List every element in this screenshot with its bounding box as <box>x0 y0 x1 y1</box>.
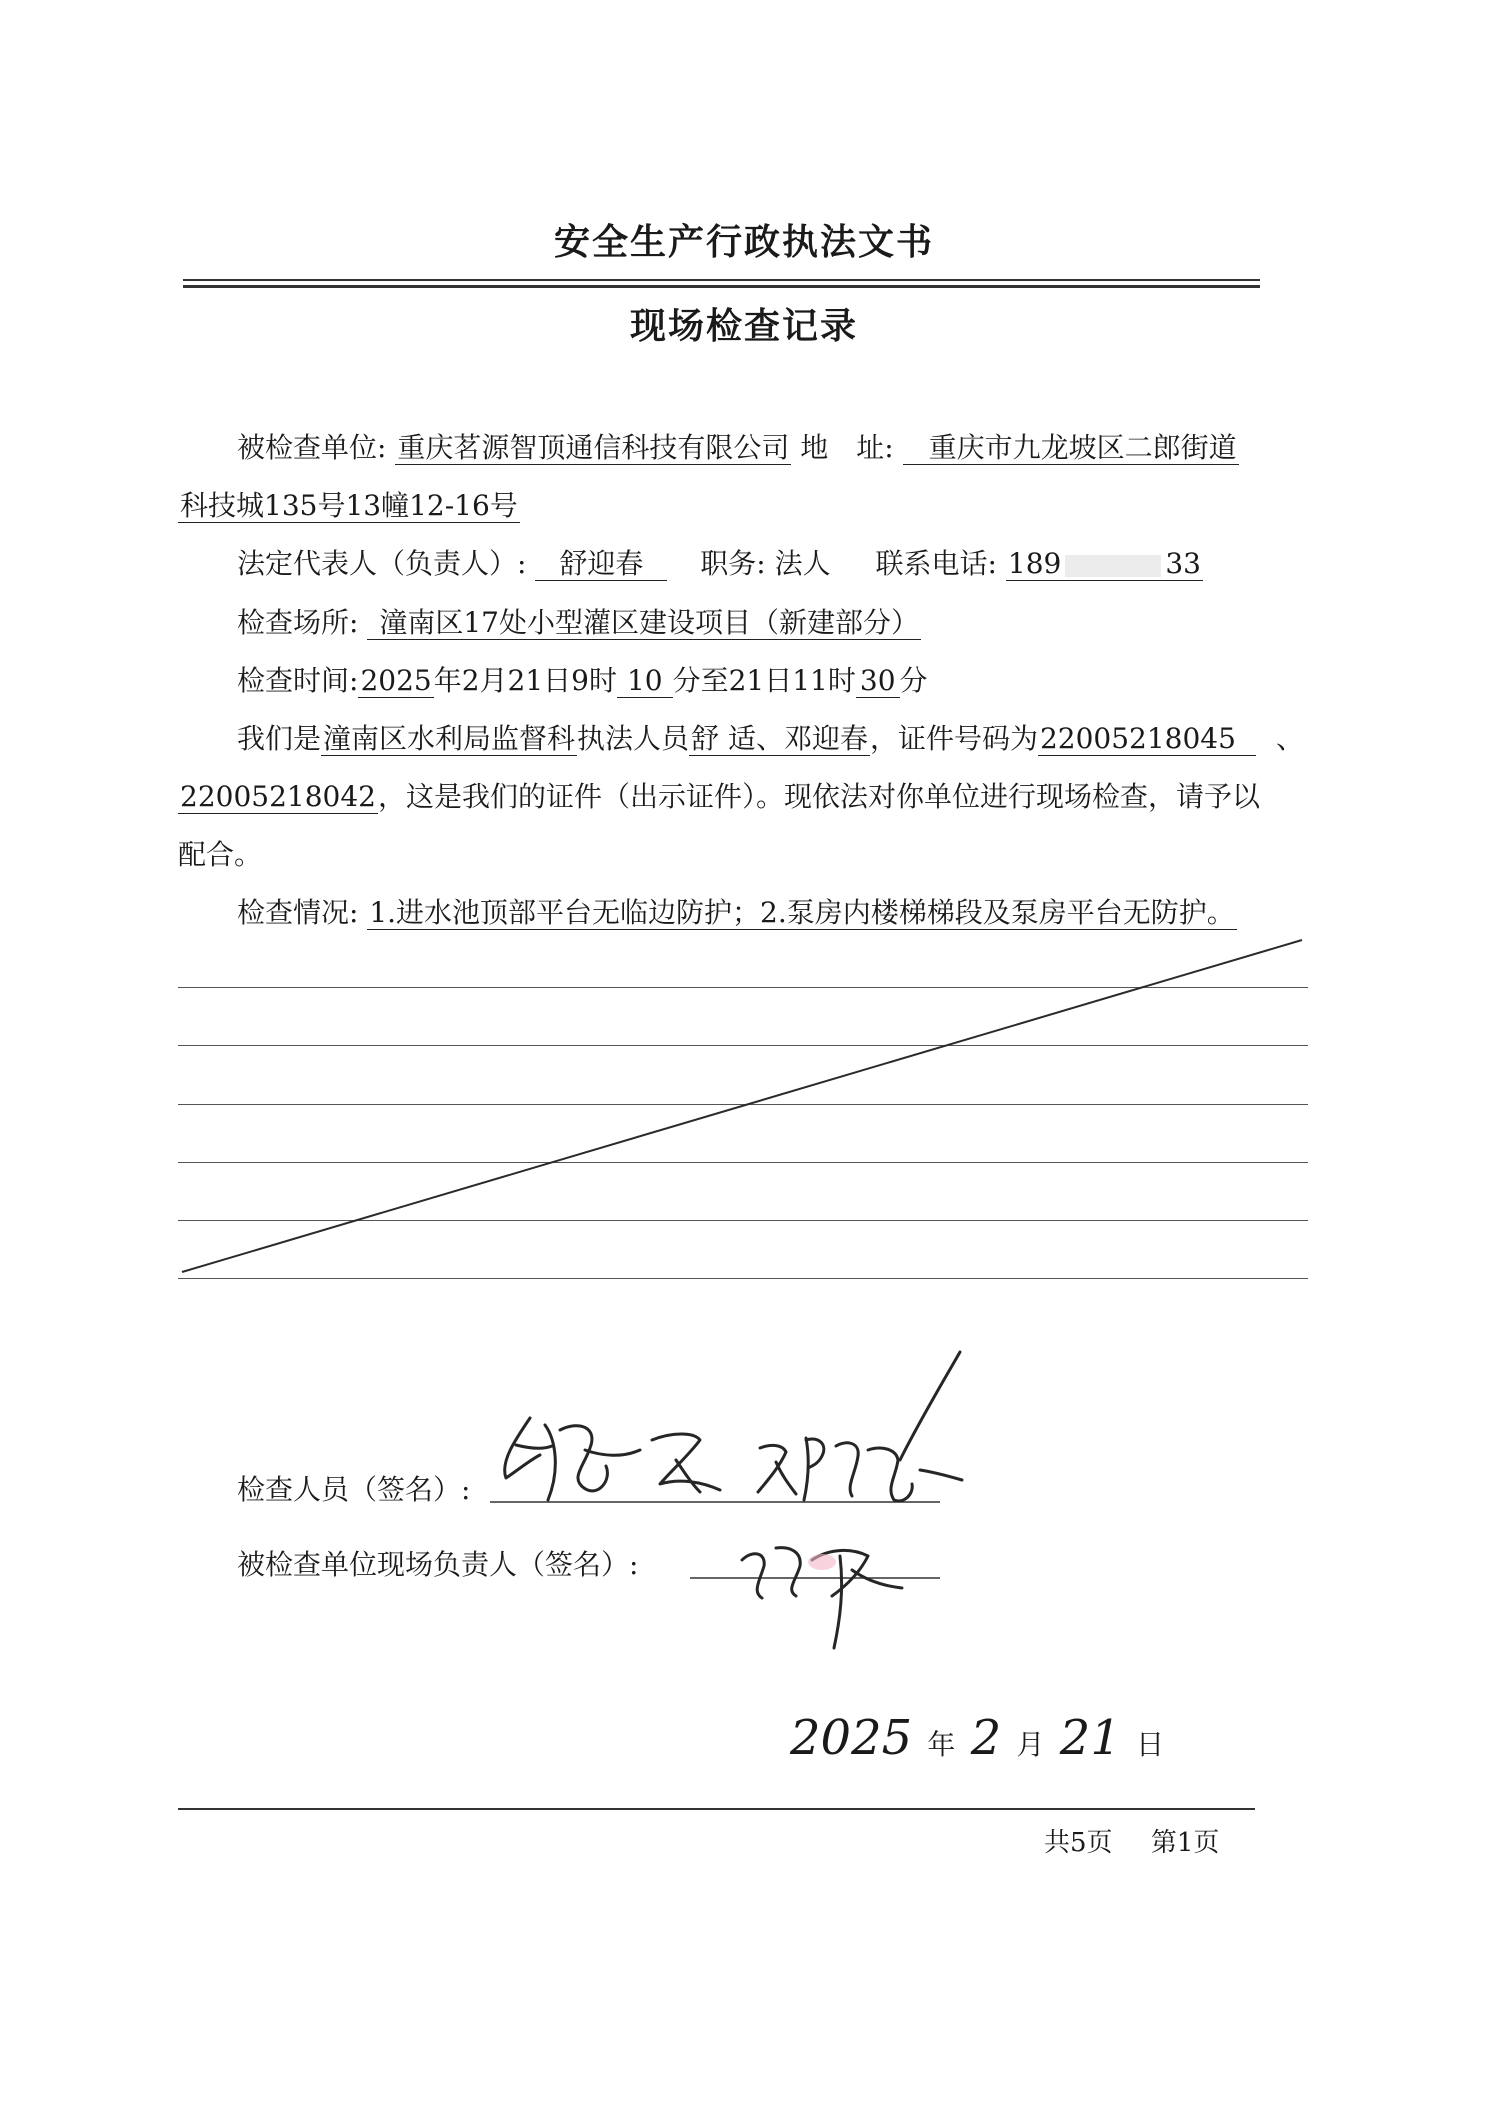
statement-line-3: 配合。 <box>178 838 263 871</box>
statement-text-a: 我们是 <box>237 722 322 755</box>
certificate-id-2: 22005218042 <box>180 780 376 813</box>
statement-text-c: ，证件号码为 <box>869 722 1038 755</box>
agency-name: 潼南区水利局监督科 <box>323 722 576 755</box>
position-value: 法人 <box>774 547 831 580</box>
officer-names: 舒 适、邓迎春 <box>691 722 868 755</box>
time-year: 2025 <box>360 664 432 697</box>
phone-suffix: 33 <box>1165 547 1201 580</box>
unit-value: 重庆茗源智顶通信科技有限公司 <box>397 431 790 464</box>
time-minute-end: 30 <box>856 664 900 698</box>
place-label: 检查场所: <box>237 606 359 639</box>
statement-text-b: 执法人员 <box>577 722 690 755</box>
legal-rep-value: 舒迎春 <box>535 547 667 581</box>
responsible-signature <box>742 1548 902 1648</box>
phone-label: 联系电话: <box>875 547 997 580</box>
blank-area-strike-line <box>182 940 1302 1272</box>
time-minute-start: 10 <box>617 664 673 698</box>
date-year: 2025 <box>790 1710 913 1766</box>
current-page: 第1页 <box>1150 1828 1220 1858</box>
date-month-char: 月 <box>1016 1728 1045 1761</box>
address-label: 地 址: <box>800 431 894 464</box>
handwritten-date <box>790 1710 1164 1766</box>
date-day: 21 <box>1059 1710 1121 1766</box>
address-value-2: 科技城135号13幢12-16号 <box>180 489 518 522</box>
findings-label: 检查情况: <box>237 896 359 929</box>
date-month: 2 <box>970 1710 1002 1766</box>
statement-text-d: ，这是我们的证件（出示证件）。现依法对你单位进行现场检查，请予以 <box>377 780 1260 813</box>
page-info <box>1044 1822 1219 1859</box>
date-year-char: 年 <box>927 1728 956 1761</box>
time-part-1: 年2月21日9时 <box>433 664 617 697</box>
footer-rule <box>178 1808 1255 1810</box>
document-title: 现场检查记录 <box>629 306 858 347</box>
findings-value: 1.进水池顶部平台无临边防护；2.泵房内楼梯梯段及泵房平台无防护。 <box>369 896 1235 929</box>
responsible-signature-label: 被检查单位现场负责人（签名）: <box>237 1548 639 1581</box>
legal-rep-label: 法定代表人（负责人）: <box>237 547 527 580</box>
document-category: 安全生产行政执法文书 <box>553 222 934 263</box>
time-label: 检查时间: <box>237 664 359 697</box>
position-label: 职务: <box>700 547 766 580</box>
date-day-char: 日 <box>1136 1728 1165 1761</box>
unit-label: 被检查单位: <box>237 431 387 464</box>
time-part-3: 分 <box>899 664 928 697</box>
inspector-signature <box>505 1352 962 1501</box>
seal-mark <box>808 1554 836 1570</box>
id-separator: 、 <box>1275 722 1304 755</box>
inspector-signature-label: 检查人员（签名）: <box>237 1473 471 1506</box>
total-pages: 共5页 <box>1044 1828 1113 1858</box>
address-value-1: 重庆市九龙坡区二郎街道 <box>903 431 1239 465</box>
phone-prefix: 189 <box>1007 547 1062 580</box>
time-part-2: 分至21日11时 <box>672 664 856 697</box>
place-value: 潼南区17处小型灌区建设项目（新建部分） <box>367 606 921 640</box>
certificate-id-1: 22005218045 <box>1038 722 1256 756</box>
